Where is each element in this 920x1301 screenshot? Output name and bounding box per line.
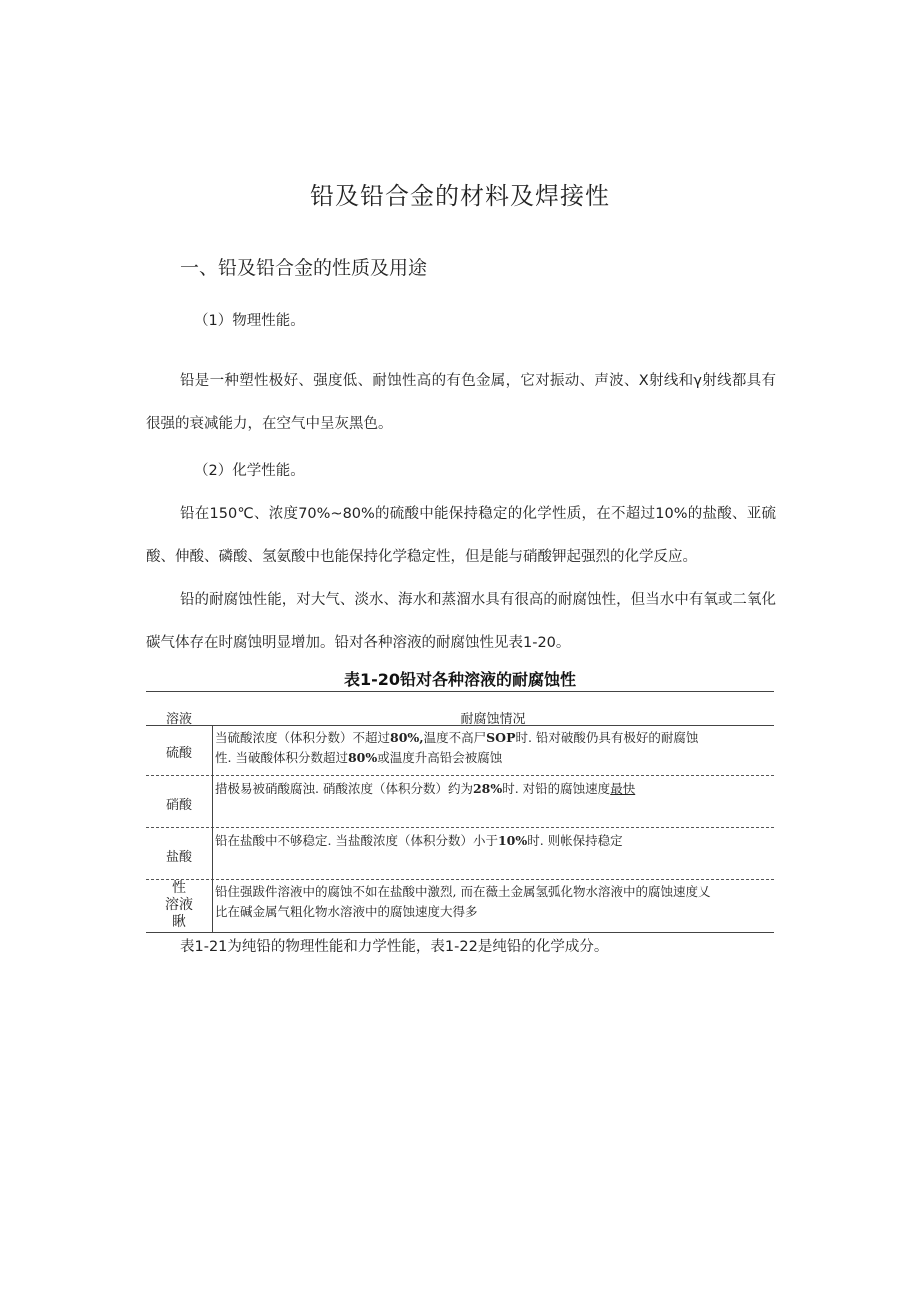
table-caption: 表1-20铅对各种溶液的耐腐蚀性 — [343, 670, 577, 689]
row-label-hydrochloric: 盐酸 — [165, 850, 192, 865]
row-text-alkaline: 铅住强跋件溶液中的腐蚀不如在盐酸中激烈, 而在薇土金属氢弧化物水溶液中的腐蚀速度乂 比在碱金属气粗化物水溶液中的腐蚀速度大得多 — [215, 884, 711, 919]
table-row-divider — [146, 879, 774, 880]
row-text-sulfuric: 当硫酸浓度（体积分数）不超过80%,温度不高尸SOP时. 铅对破酸仍具有极好的耐腐蚀 性. 当破酸体积分数超过80%或温度升高铅会被腐蚀 — [215, 730, 699, 765]
row-label-nitric: 硝酸 — [165, 798, 192, 813]
row-text-nitric: 措极易被硝酸腐浊. 硝酸浓度（体积分数）约为28%时. 对铅的腐蚀速度最快 — [215, 781, 636, 796]
table-row-divider — [146, 827, 774, 828]
table-top-rule — [146, 691, 774, 692]
table-row-divider — [146, 775, 774, 776]
table-header-solution: 溶液 — [165, 712, 192, 727]
paragraph-corrosion: 铅的耐腐蚀性能，对大气、淡水、海水和蒸溜水具有很高的耐腐蚀性，但当水中有氧或二氧化碳气体存在时腐蚀明显增加。铅对各种溶液的耐腐蚀性见表1-20。 — [146, 592, 776, 651]
paragraph-after-table: 表1-21为纯铅的物理性能和力学性能，表1-22是纯铅的化学成分。 — [180, 939, 609, 955]
section-heading: 一、铅及铅合金的性质及用途 — [180, 257, 428, 279]
subheading-chemical: （2）化学性能。 — [194, 463, 305, 479]
row-text-hydrochloric: 铅在盐酸中不够稳定. 当盐酸浓度（体积分数）小于10%时. 则帐保持稳定 — [215, 833, 623, 848]
table-bottom-rule — [146, 932, 774, 933]
table-header-corrosion: 耐腐蚀情况 — [460, 712, 526, 727]
paragraph-chemical: 铅在150℃、浓度70%~80%的硫酸中能保持稳定的化学性质，在不超过10%的盐酸、亚硫酸、伸酸、磷酸、氢氨酸中也能保持化学稳定性，但是能与硝酸钾起强烈的化学反应。 — [146, 506, 776, 565]
row-label-sulfuric: 硫酸 — [165, 746, 192, 761]
table-column-divider — [212, 725, 213, 932]
paragraph-physical: 铅是一种塑性极好、强度低、耐蚀性高的有色金属，它对振动、声波、X射线和γ射线都具有很强的衰减能力，在空气中呈灰黑色。 — [146, 373, 776, 432]
row-label-alkaline: 性 溶液 瞅 — [165, 880, 193, 930]
subheading-physical: （1）物理性能。 — [194, 313, 305, 329]
document-title: 铅及铅合金的材料及焊接性 — [310, 182, 610, 210]
